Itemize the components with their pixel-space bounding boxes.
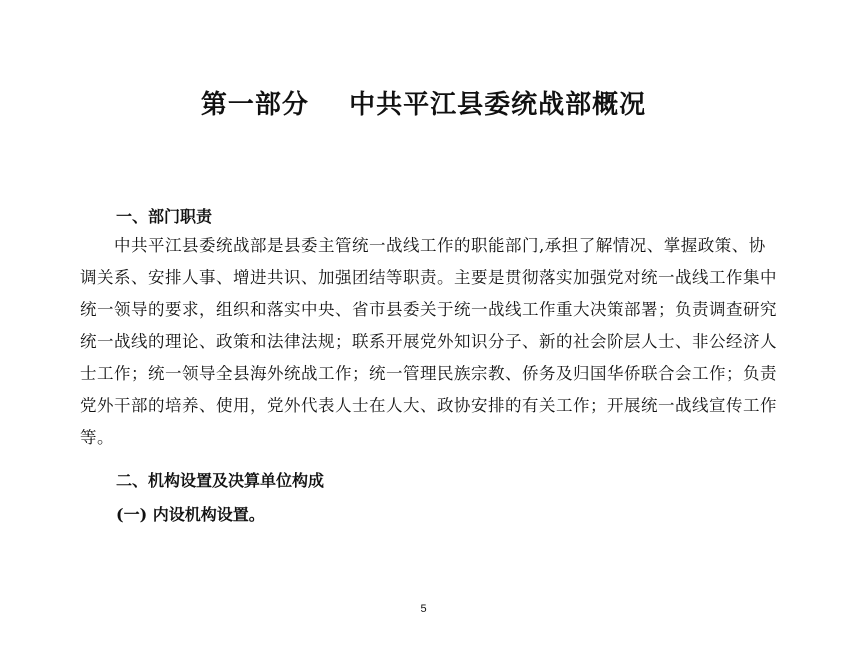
paragraph-line: 中共平江县委统战部是县委主管统一战线工作的职能部门,承担了解情况、掌握政策、协 — [114, 236, 766, 255]
paragraph-line: 统一领导的要求，组织和落实中央、省市县委关于统一战线工作重大决策部署；负责调查研究 — [80, 300, 777, 319]
paragraph-line: 士工作；统一领导全县海外统战工作；统一管理民族宗教、侨务及归国华侨联合会工作；负责 — [80, 364, 777, 383]
subheading-internal-structure: (一) 内设机构设置。 — [116, 505, 265, 524]
paragraph-line: 党外干部的培养、使用，党外代表人士在人大、政协安排的有关工作；开展统一战线宣传工作 — [80, 396, 777, 415]
section-heading-duties: 一、部门职责 — [116, 207, 213, 226]
paragraph-line: 统一战线的理论、政策和法律法规；联系开展党外知识分子、新的社会阶层人士、非公经济人 — [80, 332, 777, 351]
page-title: 第一部分 中共平江县委统战部概况 — [200, 90, 647, 120]
paragraph-line: 等。 — [80, 428, 114, 447]
page-number: 5 — [420, 603, 427, 615]
duties-paragraph — [80, 230, 780, 454]
section-heading-organization: 二、机构设置及决算单位构成 — [116, 471, 325, 490]
paragraph-line: 调关系、安排人事、增进共识、加强团结等职责。主要是贯彻落实加强党对统一战线工作集中 — [80, 268, 777, 287]
